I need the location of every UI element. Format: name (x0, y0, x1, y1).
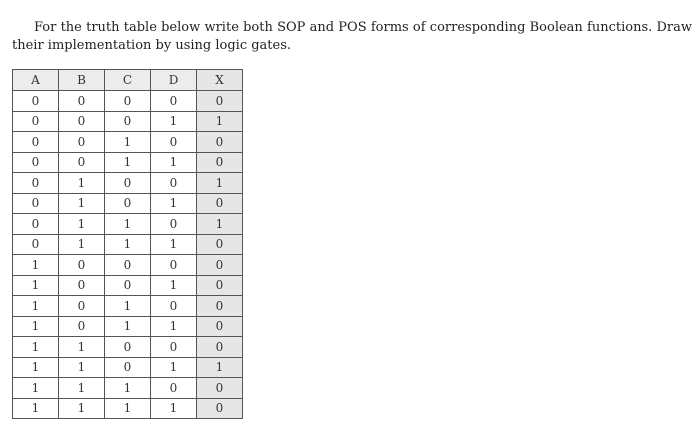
cell-a: 0 (13, 234, 59, 255)
header-c: C (105, 70, 151, 91)
cell-d: 0 (151, 91, 197, 112)
cell-b: 1 (59, 173, 105, 194)
cell-d: 0 (151, 214, 197, 235)
cell-c: 0 (105, 337, 151, 358)
cell-x: 0 (197, 132, 243, 153)
cell-b: 0 (59, 255, 105, 276)
table-row (13, 398, 243, 419)
cell-a: 0 (13, 91, 59, 112)
cell-x: 1 (197, 357, 243, 378)
cell-x: 0 (197, 193, 243, 214)
table-row (13, 337, 243, 358)
table-row (13, 111, 243, 132)
table-row (13, 91, 243, 112)
cell-b: 1 (59, 214, 105, 235)
table-row (13, 234, 243, 255)
cell-x: 1 (197, 214, 243, 235)
cell-d: 0 (151, 337, 197, 358)
cell-x: 0 (197, 398, 243, 419)
cell-a: 0 (13, 193, 59, 214)
table-row (13, 316, 243, 337)
cell-d: 0 (151, 173, 197, 194)
cell-x: 0 (197, 378, 243, 399)
header-a: A (13, 70, 59, 91)
cell-b: 1 (59, 398, 105, 419)
table-row (13, 275, 243, 296)
cell-x: 0 (197, 296, 243, 317)
cell-x: 0 (197, 337, 243, 358)
cell-d: 1 (151, 316, 197, 337)
cell-c: 0 (105, 111, 151, 132)
table-row (13, 296, 243, 317)
table-row (13, 357, 243, 378)
cell-x: 0 (197, 152, 243, 173)
cell-c: 1 (105, 296, 151, 317)
table-row (13, 132, 243, 153)
cell-x: 0 (197, 275, 243, 296)
header-b: B (59, 70, 105, 91)
cell-d: 1 (151, 152, 197, 173)
table-row (13, 193, 243, 214)
cell-d: 0 (151, 255, 197, 276)
cell-d: 1 (151, 111, 197, 132)
cell-x: 0 (197, 255, 243, 276)
question-text: For the truth table below write both SOP and POS forms of corresponding Boolean functions. Draw their implementation by using logic gates. (12, 20, 692, 53)
cell-a: 1 (13, 316, 59, 337)
cell-a: 0 (13, 173, 59, 194)
cell-b: 1 (59, 234, 105, 255)
cell-a: 0 (13, 214, 59, 235)
cell-a: 1 (13, 275, 59, 296)
table-header-row (13, 70, 243, 91)
cell-b: 1 (59, 378, 105, 399)
cell-c: 0 (105, 193, 151, 214)
cell-x: 0 (197, 91, 243, 112)
cell-c: 0 (105, 255, 151, 276)
cell-d: 0 (151, 132, 197, 153)
table-row (13, 378, 243, 399)
cell-a: 1 (13, 357, 59, 378)
cell-b: 1 (59, 337, 105, 358)
cell-c: 1 (105, 234, 151, 255)
table-row (13, 173, 243, 194)
cell-b: 0 (59, 275, 105, 296)
cell-a: 1 (13, 337, 59, 358)
cell-x: 0 (197, 316, 243, 337)
cell-b: 0 (59, 296, 105, 317)
cell-a: 0 (13, 132, 59, 153)
cell-a: 0 (13, 152, 59, 173)
cell-x: 0 (197, 234, 243, 255)
cell-x: 1 (197, 111, 243, 132)
cell-b: 0 (59, 91, 105, 112)
cell-c: 0 (105, 357, 151, 378)
header-x: X (197, 70, 243, 91)
cell-b: 0 (59, 152, 105, 173)
cell-d: 0 (151, 378, 197, 399)
cell-d: 1 (151, 398, 197, 419)
table-row (13, 152, 243, 173)
cell-d: 1 (151, 357, 197, 378)
header-d: D (151, 70, 197, 91)
cell-d: 1 (151, 193, 197, 214)
cell-a: 0 (13, 111, 59, 132)
cell-c: 1 (105, 132, 151, 153)
cell-c: 1 (105, 316, 151, 337)
cell-c: 1 (105, 378, 151, 399)
cell-c: 1 (105, 398, 151, 419)
table-row (13, 255, 243, 276)
cell-a: 1 (13, 378, 59, 399)
cell-b: 0 (59, 111, 105, 132)
table-row (13, 214, 243, 235)
cell-c: 0 (105, 173, 151, 194)
cell-d: 1 (151, 234, 197, 255)
truth-table (12, 69, 243, 419)
cell-b: 1 (59, 357, 105, 378)
cell-c: 1 (105, 152, 151, 173)
cell-c: 0 (105, 275, 151, 296)
cell-c: 0 (105, 91, 151, 112)
cell-a: 1 (13, 255, 59, 276)
cell-a: 1 (13, 296, 59, 317)
cell-d: 0 (151, 296, 197, 317)
cell-c: 1 (105, 214, 151, 235)
cell-a: 1 (13, 398, 59, 419)
cell-b: 0 (59, 316, 105, 337)
cell-b: 0 (59, 132, 105, 153)
cell-x: 1 (197, 173, 243, 194)
cell-b: 1 (59, 193, 105, 214)
cell-d: 1 (151, 275, 197, 296)
